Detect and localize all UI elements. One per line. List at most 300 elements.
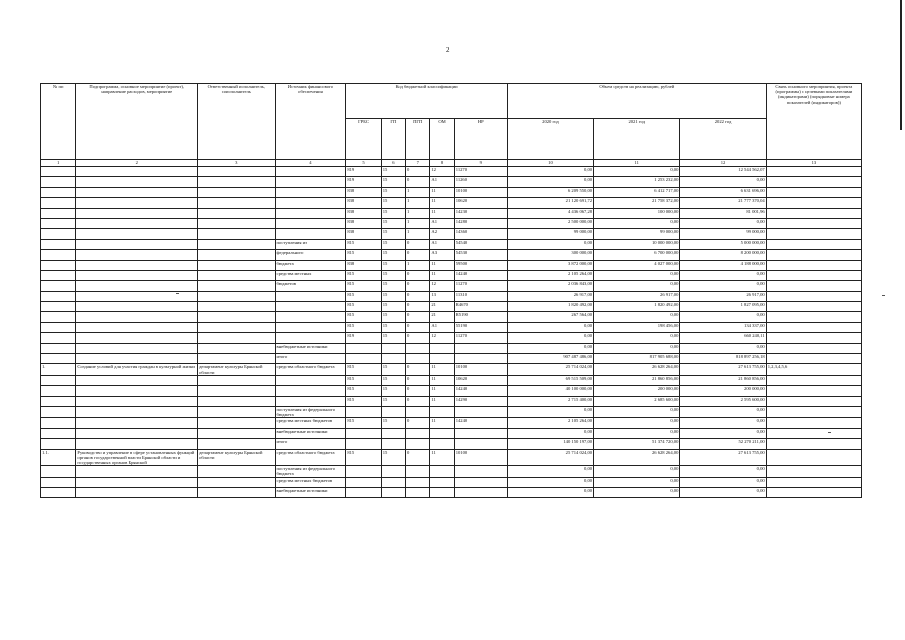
nr-code-cell: 11260 <box>454 177 507 187</box>
funding-source-cell: итого <box>275 439 346 449</box>
program-name-cell <box>76 407 198 418</box>
funding-source-cell <box>275 167 346 177</box>
indicator-link-cell <box>766 218 861 228</box>
nr-code-cell <box>454 439 507 449</box>
pgp-code-cell: 0 <box>406 375 430 385</box>
nr-code-cell: 54540 <box>454 239 507 249</box>
gp-code-cell: 15 <box>381 218 405 228</box>
gp-code-cell: 15 <box>381 302 405 312</box>
pgp-code-cell: 1 <box>406 218 430 228</box>
om-code-cell: 11 <box>430 375 454 385</box>
grbs-code-cell: 815 <box>346 449 381 466</box>
nr-code-cell: 14280 <box>454 218 507 228</box>
gp-code-cell: 15 <box>381 386 405 396</box>
amount-2021-cell: 21 860 856,00 <box>594 375 680 385</box>
row-number-cell <box>41 270 76 280</box>
amount-2020-cell: 0,00 <box>507 487 593 497</box>
om-code-cell <box>430 343 454 353</box>
amount-2021-cell: 198 456,00 <box>594 322 680 332</box>
amount-2021-cell: 1 820 492,00 <box>594 302 680 312</box>
om-code-cell: 11 <box>430 449 454 466</box>
grbs-code-cell <box>346 477 381 487</box>
amount-2021-cell: 0,00 <box>594 418 680 428</box>
amount-2022-cell: 0,00 <box>680 407 766 418</box>
executor-cell <box>198 302 275 312</box>
gp-code-cell: 15 <box>381 187 405 197</box>
amount-2020-cell: 0,00 <box>507 239 593 249</box>
table-row <box>41 418 862 428</box>
indicator-link-cell <box>766 487 861 497</box>
pgp-code-cell: 0 <box>406 177 430 187</box>
indicator-link-cell <box>766 477 861 487</box>
funding-source-cell: поступления из <box>275 239 346 249</box>
grbs-code-cell: 815 <box>346 250 381 260</box>
nr-code-cell: 11270 <box>454 333 507 343</box>
row-number-cell <box>41 187 76 197</box>
nr-code-cell: 14240 <box>454 418 507 428</box>
table-row <box>41 177 862 187</box>
indicator-link-cell <box>766 466 861 477</box>
indicator-link-cell <box>766 396 861 406</box>
amount-2020-cell: 40 100 000,00 <box>507 386 593 396</box>
pgp-code-cell: 1 <box>406 229 430 239</box>
indicator-link-cell <box>766 198 861 208</box>
program-name-cell <box>76 343 198 353</box>
header-year-2021: 2021 год <box>594 119 680 160</box>
grbs-code-cell: 815 <box>346 375 381 385</box>
amount-2021-cell: 51 374 720,00 <box>594 439 680 449</box>
grbs-code-cell: 815 <box>346 322 381 332</box>
amount-2022-cell: 2 595 600,00 <box>680 396 766 406</box>
executor-cell <box>198 428 275 438</box>
pgp-code-cell: 1 <box>406 260 430 270</box>
executor-cell <box>198 343 275 353</box>
table-row <box>41 281 862 291</box>
amount-2021-cell: 0,00 <box>594 477 680 487</box>
funding-source-cell: федерального <box>275 250 346 260</box>
pgp-code-cell: 0 <box>406 418 430 428</box>
indicator-link-cell <box>766 167 861 177</box>
gp-code-cell: 15 <box>381 449 405 466</box>
row-number-cell <box>41 428 76 438</box>
table-row <box>41 477 862 487</box>
header-indicator-link: Связь основного мероприятия, проекта (программы) с целевыми показателями (индикаторами) (порядковые номера показателей (индикаторов)) <box>766 84 861 160</box>
amount-2020-cell: 0,00 <box>507 428 593 438</box>
om-code-cell <box>430 439 454 449</box>
nr-code-cell: 55190 <box>454 322 507 332</box>
om-code-cell: 11 <box>430 386 454 396</box>
amount-2020-cell: 2 105 264,00 <box>507 418 593 428</box>
gp-code-cell: 15 <box>381 375 405 385</box>
pgp-code-cell <box>406 407 430 418</box>
amount-2021-cell: 10 000 000,00 <box>594 239 680 249</box>
executor-cell <box>198 477 275 487</box>
table-row <box>41 270 862 280</box>
funding-source-cell <box>275 333 346 343</box>
executor-cell <box>198 333 275 343</box>
funding-source-cell: бюджета <box>275 260 346 270</box>
program-name-cell <box>76 386 198 396</box>
gp-code-cell <box>381 487 405 497</box>
amount-2021-cell: 100 000,00 <box>594 208 680 218</box>
table-row <box>41 218 862 228</box>
grbs-code-cell: 815 <box>346 386 381 396</box>
executor-cell <box>198 396 275 406</box>
funding-source-cell: бюджетов <box>275 281 346 291</box>
program-name-cell <box>76 208 198 218</box>
header-source: Источник финансового обеспечения <box>275 84 346 160</box>
table-row <box>41 466 862 477</box>
pgp-code-cell: 0 <box>406 396 430 406</box>
funding-source-cell <box>275 291 346 301</box>
grbs-code-cell: 815 <box>346 418 381 428</box>
funding-source-cell: итого <box>275 354 346 364</box>
header-kbk: Код бюджетной классификации <box>346 84 507 119</box>
amount-2020-cell: 0,00 <box>507 333 593 343</box>
pgp-code-cell: 0 <box>406 449 430 466</box>
column-number: 1 <box>41 160 76 167</box>
nr-code-cell: 10100 <box>454 449 507 466</box>
amount-2020-cell: 0,00 <box>507 477 593 487</box>
amount-2020-cell: 2 036 843,00 <box>507 281 593 291</box>
program-name-cell <box>76 167 198 177</box>
amount-2022-cell: 0,00 <box>680 418 766 428</box>
executor-cell <box>198 229 275 239</box>
program-name-cell <box>76 229 198 239</box>
gp-code-cell: 15 <box>381 208 405 218</box>
column-number: 13 <box>766 160 861 167</box>
executor-cell <box>198 487 275 497</box>
program-name-cell <box>76 428 198 438</box>
amount-2021-cell: 0,00 <box>594 428 680 438</box>
row-number-cell: 1.1. <box>41 449 76 466</box>
grbs-code-cell <box>346 487 381 497</box>
pgp-code-cell: 0 <box>406 333 430 343</box>
funding-source-cell: средства местных бюджетов <box>275 418 346 428</box>
row-number-cell <box>41 407 76 418</box>
indicator-link-cell <box>766 428 861 438</box>
indicator-link-cell <box>766 239 861 249</box>
nr-code-cell: 11270 <box>454 167 507 177</box>
program-name-cell <box>76 439 198 449</box>
grbs-code-cell <box>346 343 381 353</box>
amount-2020-cell: 140 150 197,00 <box>507 439 593 449</box>
header-row-main <box>41 84 862 119</box>
gp-code-cell: 15 <box>381 396 405 406</box>
amount-2022-cell: 27 613 755,00 <box>680 449 766 466</box>
table-row <box>41 239 862 249</box>
gp-code-cell: 15 <box>381 322 405 332</box>
scan-dash-mark <box>882 295 885 296</box>
gp-code-cell <box>381 428 405 438</box>
pgp-code-cell: 0 <box>406 302 430 312</box>
table-row <box>41 302 862 312</box>
om-code-cell: 11 <box>430 187 454 197</box>
amount-2022-cell: 0,00 <box>680 466 766 477</box>
table-row <box>41 428 862 438</box>
indicator-link-cell <box>766 375 861 385</box>
gp-code-cell: 15 <box>381 364 405 375</box>
indicator-link-cell <box>766 291 861 301</box>
program-name-cell <box>76 487 198 497</box>
amount-2020-cell: 267 564,00 <box>507 312 593 322</box>
grbs-code-cell: 815 <box>346 281 381 291</box>
nr-code-cell: 11270 <box>454 281 507 291</box>
amount-2022-cell: 0,00 <box>680 312 766 322</box>
row-number-cell: 1. <box>41 364 76 375</box>
nr-code-cell <box>454 354 507 364</box>
om-code-cell: A2 <box>430 229 454 239</box>
amount-2021-cell: 0,00 <box>594 218 680 228</box>
funding-source-cell: средства областного бюджета <box>275 364 346 375</box>
row-number-cell <box>41 439 76 449</box>
grbs-code-cell: 819 <box>346 333 381 343</box>
row-number-cell <box>41 281 76 291</box>
nr-code-cell <box>454 407 507 418</box>
table-row <box>41 229 862 239</box>
amount-2022-cell: 200 000,00 <box>680 386 766 396</box>
executor-cell <box>198 260 275 270</box>
indicator-link-cell <box>766 208 861 218</box>
amount-2020-cell: 3 872 000,00 <box>507 260 593 270</box>
page-number: 2 <box>446 46 450 54</box>
column-number: 8 <box>430 160 454 167</box>
executor-cell <box>198 167 275 177</box>
row-number-cell <box>41 177 76 187</box>
executor-cell <box>198 466 275 477</box>
table-row <box>41 322 862 332</box>
amount-2021-cell: 0,00 <box>594 343 680 353</box>
amount-2021-cell: 26 917,00 <box>594 291 680 301</box>
nr-code-cell: 10620 <box>454 198 507 208</box>
indicator-link-cell <box>766 333 861 343</box>
om-code-cell: A1 <box>430 322 454 332</box>
row-number-cell <box>41 260 76 270</box>
row-number-cell <box>41 229 76 239</box>
amount-2020-cell: 0,00 <box>507 167 593 177</box>
executor-cell <box>198 354 275 364</box>
program-name-cell <box>76 198 198 208</box>
amount-2021-cell: 99 000,00 <box>594 229 680 239</box>
amount-2020-cell: 1 820 492,00 <box>507 302 593 312</box>
grbs-code-cell: 815 <box>346 270 381 280</box>
pgp-code-cell <box>406 487 430 497</box>
amount-2022-cell: 0,00 <box>680 270 766 280</box>
grbs-code-cell: 815 <box>346 396 381 406</box>
gp-code-cell: 15 <box>381 250 405 260</box>
program-name-cell <box>76 302 198 312</box>
grbs-code-cell: 815 <box>346 302 381 312</box>
indicator-link-cell <box>766 343 861 353</box>
gp-code-cell: 15 <box>381 198 405 208</box>
om-code-cell: 21 <box>430 302 454 312</box>
gp-code-cell: 15 <box>381 281 405 291</box>
nr-code-cell: 54530 <box>454 250 507 260</box>
pgp-code-cell <box>406 439 430 449</box>
funding-source-cell: средства областного бюджета <box>275 449 346 466</box>
funding-source-cell <box>275 208 346 218</box>
amount-2020-cell: 0,00 <box>507 322 593 332</box>
amount-2022-cell: 0,00 <box>680 343 766 353</box>
table-row <box>41 333 862 343</box>
amount-2020-cell: 0,00 <box>507 466 593 477</box>
row-number-cell <box>41 322 76 332</box>
indicator-link-cell <box>766 229 861 239</box>
indicator-link-cell <box>766 449 861 466</box>
amount-2021-cell: 0,00 <box>594 407 680 418</box>
amount-2020-cell: 6 209 550,00 <box>507 187 593 197</box>
funding-source-cell <box>275 396 346 406</box>
executor-cell <box>198 198 275 208</box>
table-row <box>41 386 862 396</box>
header-year-2022: 2022 год <box>680 119 766 160</box>
program-name-cell <box>76 396 198 406</box>
amount-2022-cell: 660 240,11 <box>680 333 766 343</box>
table-row <box>41 312 862 322</box>
amount-2021-cell: 6 412 717,00 <box>594 187 680 197</box>
program-name-cell: Руководство и управление в сфере установленных функций органов государственной власти Брянской области и государственных органов Брянской <box>76 449 198 466</box>
nr-code-cell: 14230 <box>454 208 507 218</box>
amount-2021-cell: 817 905 688,00 <box>594 354 680 364</box>
amount-2021-cell: 2 685 600,00 <box>594 396 680 406</box>
table-row <box>41 167 862 177</box>
gp-code-cell <box>381 343 405 353</box>
om-code-cell: A1 <box>430 218 454 228</box>
amount-2020-cell: 0,00 <box>507 177 593 187</box>
pgp-code-cell: 1 <box>406 187 430 197</box>
pgp-code-cell: 1 <box>406 208 430 218</box>
om-code-cell <box>430 466 454 477</box>
row-number-cell <box>41 239 76 249</box>
amount-2020-cell: 2 715 400,00 <box>507 396 593 406</box>
program-name-cell <box>76 354 198 364</box>
executor-cell <box>198 281 275 291</box>
grbs-code-cell: 838 <box>346 208 381 218</box>
nr-code-cell: 14240 <box>454 386 507 396</box>
gp-code-cell: 15 <box>381 260 405 270</box>
indicator-link-cell <box>766 407 861 418</box>
nr-code-cell: 10620 <box>454 375 507 385</box>
column-number: 12 <box>680 160 766 167</box>
header-program: Подпрограмма, основное мероприятие (проект), направление расходов, мероприятие <box>76 84 198 160</box>
amount-2021-cell: 0,00 <box>594 333 680 343</box>
om-code-cell: 11 <box>430 260 454 270</box>
indicator-link-cell <box>766 177 861 187</box>
executor-cell <box>198 177 275 187</box>
column-number: 5 <box>346 160 381 167</box>
program-name-cell: Создание условий для участия граждан в культурной жизни <box>76 364 198 375</box>
om-code-cell: 13 <box>430 291 454 301</box>
row-number-cell <box>41 167 76 177</box>
scan-edge-line <box>900 0 902 130</box>
amount-2020-cell: 0,00 <box>507 343 593 353</box>
nr-code-cell <box>454 428 507 438</box>
table-row <box>41 364 862 375</box>
amount-2020-cell: 907 487 486,00 <box>507 354 593 364</box>
executor-cell <box>198 208 275 218</box>
program-name-cell <box>76 250 198 260</box>
funding-source-cell: средства местных <box>275 270 346 280</box>
header-om: ОМ <box>430 119 454 160</box>
om-code-cell: A1 <box>430 239 454 249</box>
gp-code-cell: 15 <box>381 418 405 428</box>
amount-2020-cell: 25 714 024,00 <box>507 364 593 375</box>
row-number-cell <box>41 291 76 301</box>
grbs-code-cell: 815 <box>346 239 381 249</box>
nr-code-cell: 14360 <box>454 229 507 239</box>
column-number: 4 <box>275 160 346 167</box>
pgp-code-cell: 0 <box>406 364 430 375</box>
funding-source-cell <box>275 386 346 396</box>
om-code-cell: 11 <box>430 198 454 208</box>
om-code-cell: 11 <box>430 270 454 280</box>
header-pgp: ПГП <box>406 119 430 160</box>
pgp-code-cell: 0 <box>406 239 430 249</box>
amount-2021-cell: 1 253 232,00 <box>594 177 680 187</box>
amount-2022-cell: 4 188 000,00 <box>680 260 766 270</box>
executor-cell <box>198 439 275 449</box>
pgp-code-cell <box>406 354 430 364</box>
funding-source-cell <box>275 177 346 187</box>
amount-2022-cell: 8 200 000,00 <box>680 250 766 260</box>
nr-code-cell <box>454 466 507 477</box>
table-row <box>41 343 862 353</box>
funding-source-cell <box>275 198 346 208</box>
executor-cell <box>198 250 275 260</box>
amount-2022-cell: 52 270 211,00 <box>680 439 766 449</box>
row-number-cell <box>41 477 76 487</box>
program-name-cell <box>76 322 198 332</box>
gp-code-cell: 15 <box>381 229 405 239</box>
amount-2020-cell: 25 714 024,00 <box>507 449 593 466</box>
row-number-cell <box>41 198 76 208</box>
funding-source-cell <box>275 312 346 322</box>
indicator-link-cell <box>766 386 861 396</box>
amount-2021-cell: 26 628 264,00 <box>594 364 680 375</box>
amount-2022-cell: 12 544 562,07 <box>680 167 766 177</box>
om-code-cell: 12 <box>430 281 454 291</box>
executor-cell <box>198 291 275 301</box>
amount-2022-cell: 0,00 <box>680 487 766 497</box>
row-number-cell <box>41 487 76 497</box>
executor-cell <box>198 218 275 228</box>
program-name-cell <box>76 375 198 385</box>
executor-cell <box>198 322 275 332</box>
amount-2021-cell: 6 700 000,00 <box>594 250 680 260</box>
indicator-link-cell <box>766 302 861 312</box>
amount-2021-cell: 26 628 264,00 <box>594 449 680 466</box>
funding-source-cell: внебюджетные источники <box>275 343 346 353</box>
grbs-code-cell: 838 <box>346 187 381 197</box>
om-code-cell: A3 <box>430 250 454 260</box>
nr-code-cell: 11310 <box>454 291 507 301</box>
column-number: 3 <box>198 160 275 167</box>
pgp-code-cell: 0 <box>406 167 430 177</box>
program-name-cell <box>76 218 198 228</box>
grbs-code-cell <box>346 439 381 449</box>
gp-code-cell: 15 <box>381 239 405 249</box>
om-code-cell: 12 <box>430 167 454 177</box>
grbs-code-cell <box>346 407 381 418</box>
table-row <box>41 187 862 197</box>
program-name-cell <box>76 291 198 301</box>
om-code-cell: 11 <box>430 364 454 375</box>
indicator-link-cell <box>766 322 861 332</box>
table-row <box>41 439 862 449</box>
program-name-cell <box>76 418 198 428</box>
om-code-cell <box>430 407 454 418</box>
table-row <box>41 260 862 270</box>
